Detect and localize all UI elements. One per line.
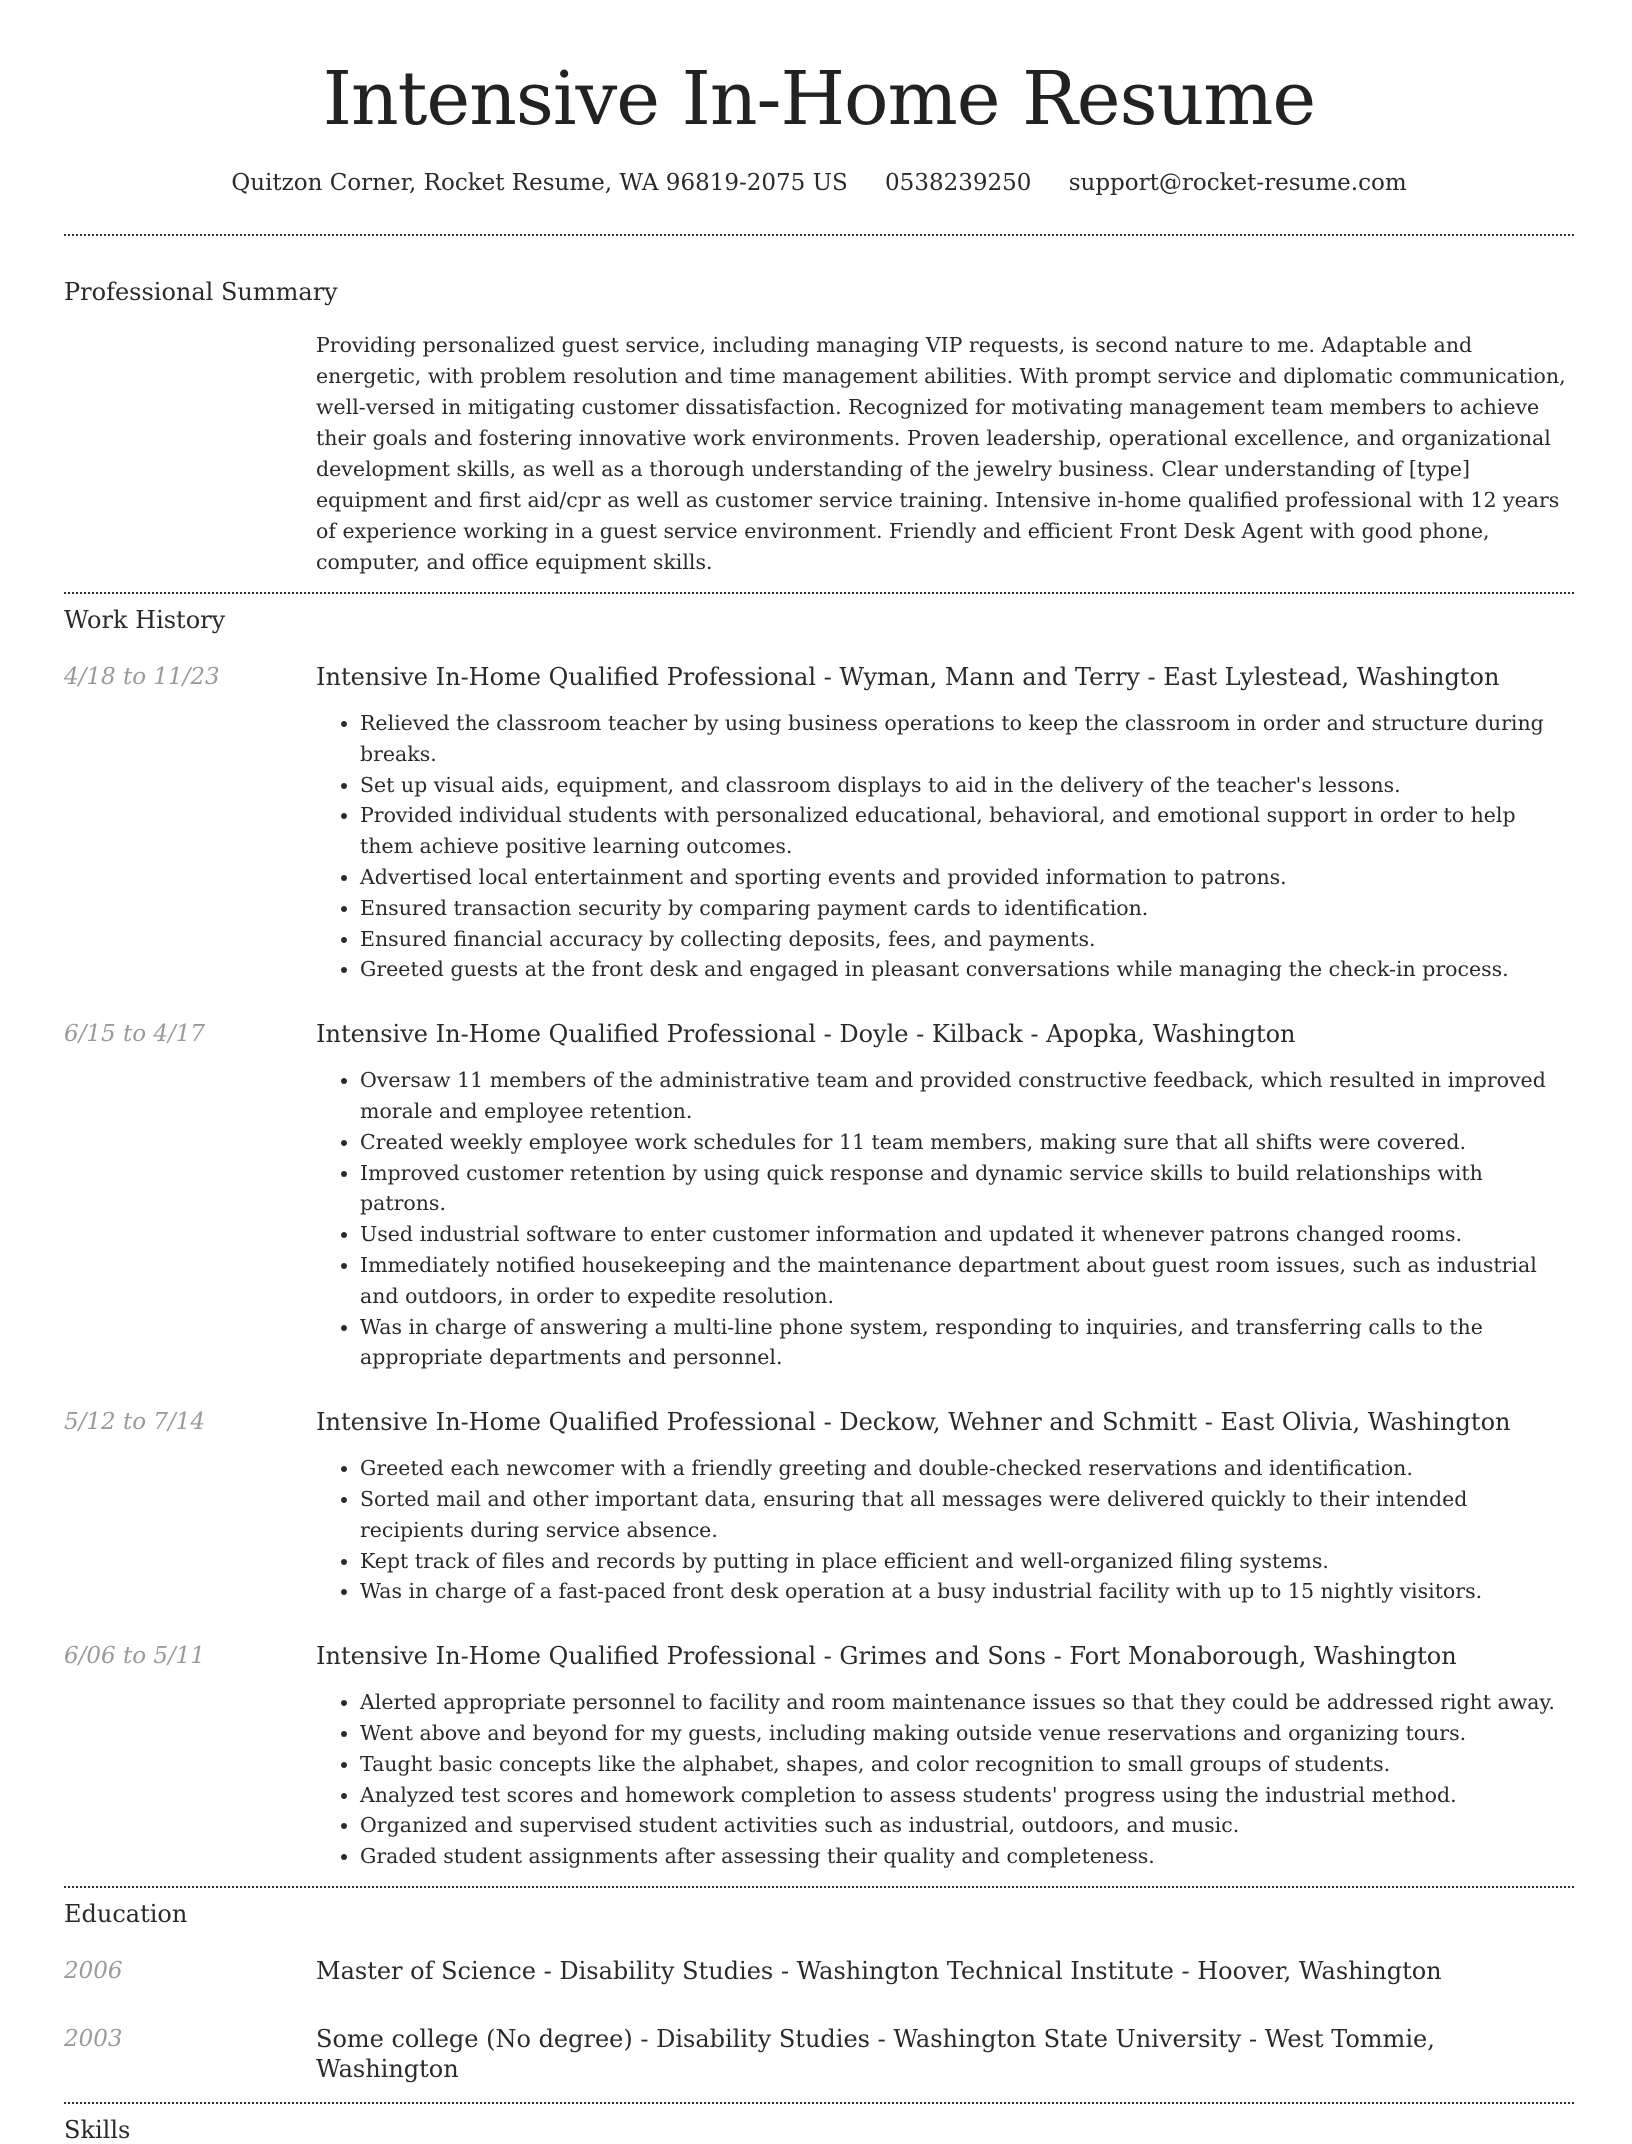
- job-bullet: • Ensured financial accuracy by collecting deposits, fees, and payments.: [360, 924, 1574, 955]
- job-bullet: • Improved customer retention by using quick response and dynamic service skills to build relationships with patrons.: [360, 1158, 1574, 1220]
- job-bullet: • Created weekly employee work schedules for 11 team members, making sure that all shifts were covered.: [360, 1127, 1574, 1158]
- job-bullet: • Went above and beyond for my guests, including making outside venue reservations and organizing tours.: [360, 1718, 1574, 1749]
- contact-address: Quitzon Corner, Rocket Resume, WA 96819-2075 US: [231, 170, 848, 196]
- job-title: Intensive In-Home Qualified Professional - Grimes and Sons - Fort Monaborough, Washington: [316, 1642, 1457, 1671]
- education-section: [64, 1900, 1574, 2084]
- job-bullet: • Sorted mail and other important data, ensuring that all messages were delivered quickly to their intended recipients during service absence.: [360, 1484, 1574, 1546]
- summary-heading: Professional Summary: [64, 278, 338, 306]
- job-bullet: • Provided individual students with personalized educational, behavioral, and emotional support in order to help them achieve positive learning outcomes.: [360, 800, 1574, 862]
- job-bullet: • Set up visual aids, equipment, and classroom displays to aid in the delivery of the teacher's lessons.: [360, 770, 1574, 801]
- job-bullet: • Ensured transaction security by comparing payment cards to identification.: [360, 893, 1574, 924]
- job-bullet: • Organized and supervised student activities such as industrial, outdoors, and music.: [360, 1810, 1574, 1841]
- contact-phone: 0538239250: [885, 170, 1032, 196]
- job-title: Intensive In-Home Qualified Professional - Deckow, Wehner and Schmitt - East Olivia, Washington: [316, 1408, 1511, 1437]
- job-bullet: • Immediately notified housekeeping and the maintenance department about guest room issues, such as industrial and outdoors, in order to expedite resolution.: [360, 1250, 1574, 1312]
- job-bullet: • Was in charge of answering a multi-line phone system, responding to inquiries, and transferring calls to the appropriate departments and personnel.: [360, 1312, 1574, 1374]
- education-text: Some college (No degree) - Disability Studies - Washington State University - West Tommie, Washington: [316, 2024, 1435, 2083]
- job-bullet: • Oversaw 11 members of the administrative team and provided constructive feedback, which resulted in improved morale and employee retention.: [360, 1065, 1574, 1127]
- work-history-section: [64, 606, 1574, 1872]
- education-text: Master of Science - Disability Studies - Washington Technical Institute - Hoover, Washington: [316, 1956, 1442, 1985]
- education-year: 2003: [64, 2025, 123, 2052]
- summary-section: [64, 278, 1574, 592]
- job-dates: 4/18 to 11/23: [64, 664, 220, 690]
- education-entry: [64, 1956, 1574, 1986]
- job-bullet: • Advertised local entertainment and sporting events and provided information to patrons.: [360, 862, 1574, 893]
- contact-line: [64, 170, 1574, 196]
- job-bullet: • Relieved the classroom teacher by using business operations to keep the classroom in order and structure during breaks.: [360, 708, 1574, 770]
- summary-divider: [64, 592, 1574, 594]
- job-entry: [64, 1019, 1574, 1373]
- work-history-divider: [64, 1886, 1574, 1888]
- job-bullet: • Alerted appropriate personnel to facility and room maintenance issues so that they could be addressed right away.: [360, 1687, 1574, 1718]
- job-bullets: [316, 1687, 1574, 1872]
- job-dates: 6/06 to 5/11: [64, 1643, 206, 1670]
- contact-email: support@rocket-resume.com: [1068, 170, 1407, 196]
- header-divider: [64, 234, 1574, 236]
- job-bullets: [316, 1453, 1574, 1607]
- job-entry: [64, 1641, 1574, 1872]
- job-dates: 6/15 to 4/17: [64, 1021, 206, 1048]
- education-heading: Education: [64, 1899, 188, 1928]
- job-bullet: • Greeted each newcomer with a friendly greeting and double-checked reservations and identification.: [360, 1453, 1574, 1484]
- job-entry: [64, 662, 1574, 985]
- job-entry: [64, 1407, 1574, 1607]
- education-entry: [64, 2024, 1574, 2084]
- job-bullet: • Taught basic concepts like the alphabet, shapes, and color recognition to small groups of students.: [360, 1749, 1574, 1780]
- job-bullets: [316, 708, 1574, 985]
- job-bullet: • Analyzed test scores and homework completion to assess students' progress using the industrial method.: [360, 1780, 1574, 1811]
- job-bullet: • Greeted guests at the front desk and engaged in pleasant conversations while managing the check-in process.: [360, 954, 1574, 985]
- job-title: Intensive In-Home Qualified Professional - Wyman, Mann and Terry - East Lylestead, Washington: [316, 663, 1500, 691]
- education-year: 2006: [64, 1957, 123, 1984]
- job-title: Intensive In-Home Qualified Professional - Doyle - Kilback - Apopka, Washington: [316, 1020, 1296, 1049]
- job-bullet: • Graded student assignments after assessing their quality and completeness.: [360, 1841, 1574, 1872]
- resume-name: Intensive In-Home Resume: [322, 56, 1316, 142]
- resume-page: [64, 0, 1574, 2144]
- work-history-heading: Work History: [64, 606, 226, 634]
- education-divider: [64, 2102, 1574, 2104]
- skills-heading: Skills: [64, 2115, 131, 2144]
- summary-text: Providing personalized guest service, including managing VIP requests, is second nature to me. Adaptable and energetic, with problem resolution and time management abilities. With prompt service and diplomatic communication, well-versed in mitigating customer dissatisfaction. Recognized for motivating management team members to achieve their goals and fostering innovative work environments. Proven leadership, operational excellence, and organizational development skills, as well as a thorough understanding of the jewelry business. Clear understanding of [type] equipment and first aid/cpr as well as customer service training. Intensive in-home qualified professional with 12 years of experience working in a guest service environment. Friendly and efficient Front Desk Agent with good phone, computer, and office equipment skills.: [316, 333, 1566, 574]
- job-dates: 5/12 to 7/14: [64, 1409, 206, 1436]
- job-bullet: • Was in charge of a fast-paced front desk operation at a busy industrial facility with up to 15 nightly visitors.: [360, 1576, 1574, 1607]
- job-bullet: • Kept track of files and records by putting in place efficient and well-organized filing systems.: [360, 1546, 1574, 1577]
- job-bullet: • Used industrial software to enter customer information and updated it whenever patrons changed rooms.: [360, 1219, 1574, 1250]
- skills-section: [64, 2116, 1574, 2144]
- job-bullets: [316, 1065, 1574, 1373]
